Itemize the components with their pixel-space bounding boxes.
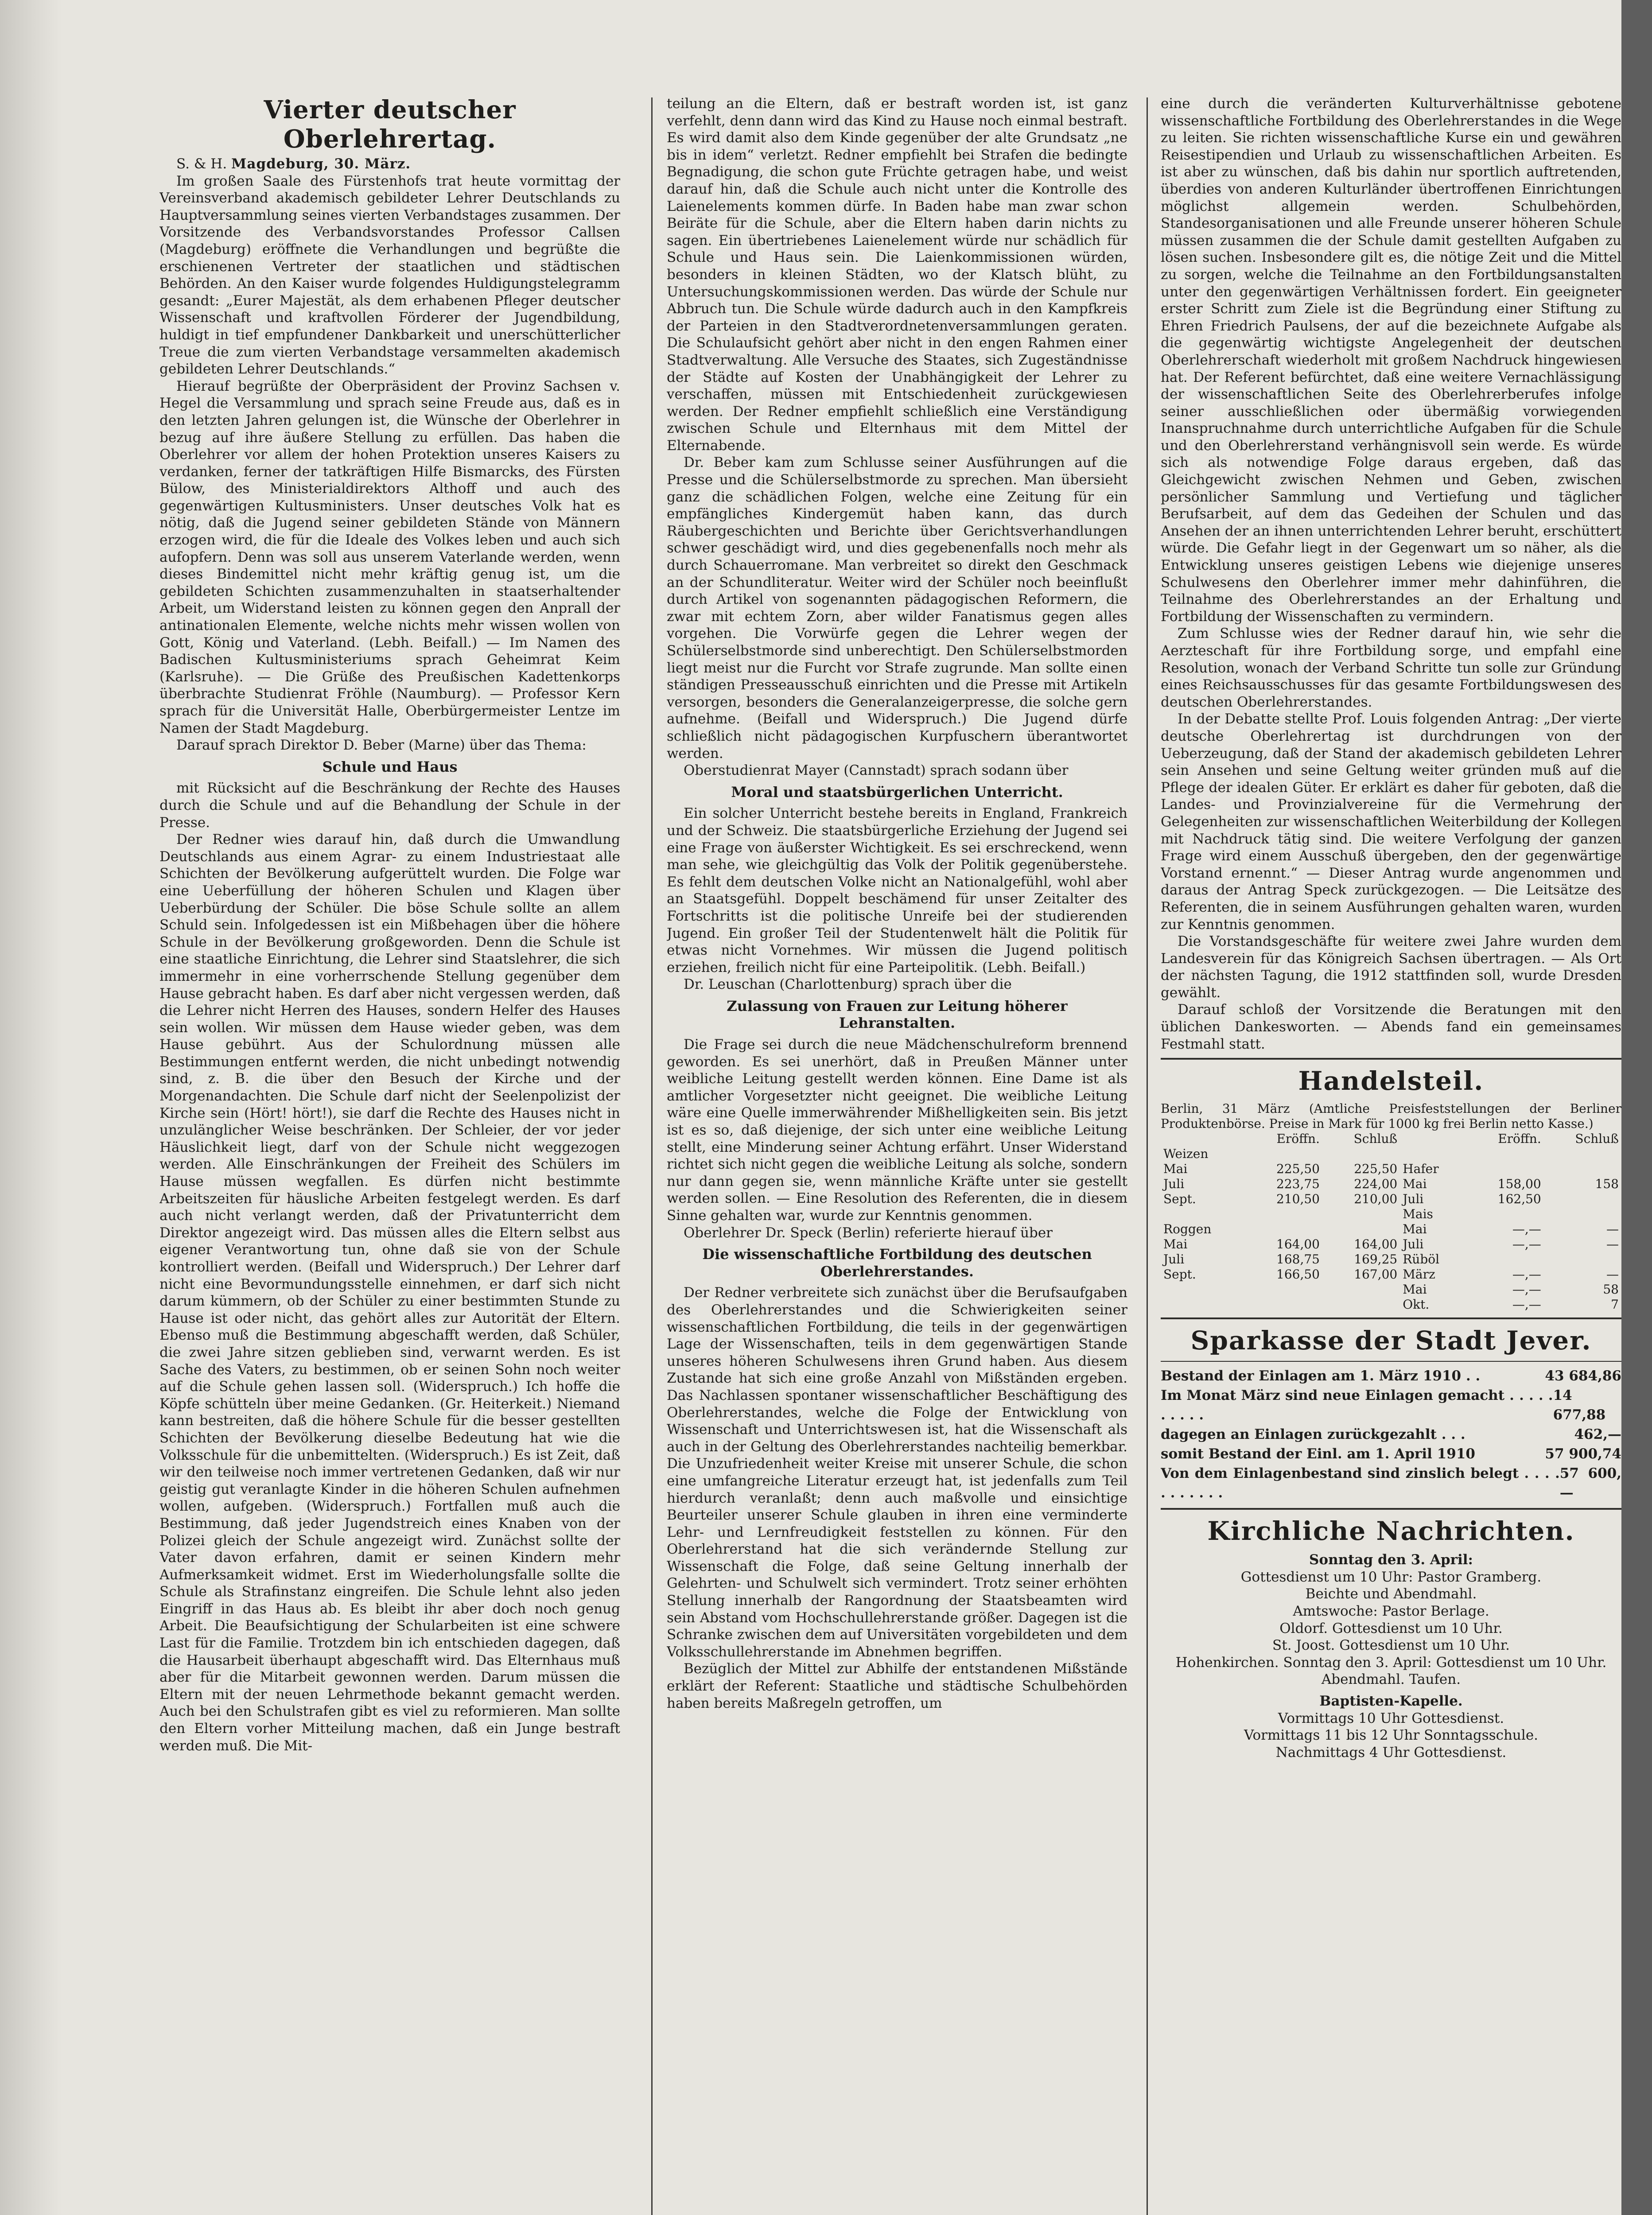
market-row xyxy=(1161,1162,1621,1177)
sparkasse-row xyxy=(1161,1464,1621,1503)
paragraph: Der Redner wies darauf hin, daß durch die Umwandlung Deutschlands aus einem Agrar- zu einem Industriestaat alle Schichten der Bevölkerung aufgerüttelt wurden. Die Folge war eine Ueberfüllung der höheren Schulen und Klagen über Ueberbürdung der Schüler. Die böse Schule sollte an allem Schuld sein. Infolgedessen ist ein Mißbehagen über die höhere Schule in der Bevölkerung großgeworden. Denn die Schule ist eine staatliche Einrichtung, die Lehrer sind Staatslehrer, die sich immermehr in eine vorherrschende Stellung gegenüber dem Hause gebracht haben. Es darf aber nicht vergessen werden, daß die Lehrer nicht Herren des Hauses, sondern Helfer des Hauses sein wollen. Wir müssen dem Hause wieder geben, was dem Hause gebührt. Aus der Schulordnung müssen alle Bestimmungen entfernt werden, die nicht unbedingt notwendig sind, z. B. die über den Besuch der Kirche und der Morgenandachten. Die Schule darf nicht der Seelenpolizist der Kirche sein (Hört! hört!), sie darf die Rechte des Hauses nicht in unzulänglicher Weise beschränken. Der Schleier, der vor jeder Häuslichkeit liegt, darf von der Schule nicht weggezogen werden. Alle Einschränkungen der Freiheit des Schülers im Hause müssen wegfallen. Es dürfen nicht bestimmte Arbeitszeiten für häusliche Arbeiten festgelegt werden. Es darf auch nicht verlangt werden, daß der Privatunterricht dem Direktor angezeigt wird. Das müssen alles die Eltern selbst aus eigener Verantwortung tun, ohne daß sie von der Schule kontrolliert werden. (Beifall und Widerspruch.) Der Lehrer darf nicht eine Bevormundungsstelle einnehmen, er darf sich nicht darum kümmern, ob der Schüler zu einer bestimmten Stunde zu Hause ist oder nicht, das gehört alles zur Autorität der Eltern. Ebenso muß die Bestimmung abgeschafft werden, daß Schüler, die zwei Jahre sitzen geblieben sind, verwarnt werden. Es ist Sache des Vaters, zu bestimmen, ob er seinen Sohn noch weiter auf die Schule gehen lassen soll. (Widerspruch.) Ich hoffe die Köpfe schütteln über meine Gedanken. (Gr. Heiterkeit.) Niemand kann bestreiten, daß die höhere Schule für die besser gestellten Schichten der Bevölkerung dieselbe Bedeutung hat wie die Volksschule für die unbemittelten. (Widerspruch.) Es ist Zeit, daß wir den teilweise noch immer vertretenen Gedanken, daß wir nur geistig gut veranlagte Kinder in die höheren Schulen aufnehmen wollen, aufgeben. (Widerspruch.) Fortfallen muß auch die Bestimmung, daß jeder Jugendstreich eines Knaben von der Polizei gleich der Schule angezeigt wird. Zunächst sollte der Vater davon erfahren, damit er seinen Kindern mehr Aufmerksamkeit widmet. Erst im Wiederholungsfalle sollte die Schule als Strafinstanz eingreifen. Die Schule lehnt also jeden Eingriff in das Haus ab. Es bleibt ihr aber doch noch genug Arbeit. Die Beaufsichtigung der Schularbeiten ist eine schwere Last für die Familie. Trotzdem bin ich entschieden dagegen, daß die Hausarbeit überhaupt abgeschafft wird. Das Elternhaus muß aber für die Mitarbeit gewonnen werden. Darum müssen die Eltern mit der neuen Lehrmethode bekannt gemacht werden. Auch bei den Schulstrafen gibt es viel zu reformieren. Man sollte den Eltern vorher Mitteilung machen, daß ein Junge bestraft werden muß. Die Mit- xyxy=(159,832,620,1754)
column-rule xyxy=(1147,97,1148,2215)
market-cell xyxy=(1161,1207,1245,1222)
market-cell: Mai xyxy=(1403,1177,1427,1192)
page-gutter xyxy=(0,0,62,2215)
market-cell xyxy=(1322,1297,1400,1312)
market-cell: Juli xyxy=(1163,1252,1185,1267)
market-row xyxy=(1161,1237,1621,1252)
market-row xyxy=(1161,1252,1621,1267)
header-cell xyxy=(1400,1131,1466,1146)
paragraph: In der Debatte stellte Prof. Louis folgenden Antrag: „Der vierte deutsche Oberlehrertag ist durchdrungen von der Ueberzeugung, daß der Stand der akademisch gebildeten Lehrer sein Ansehen und seine Geltung weiter gründen muß auf die Pflege der idealen Güter. Er erklärt es daher für geboten, daß die Landes- und Provinzialvereine für die Vermehrung der Gelegenheiten zur wissenschaftlichen Weiterbildung der Kollegen mit Nachdruck tätig sind. Die weitere Verfolgung der ganzen Frage wird einem Ausschuß übergeben, den der gegenwärtige Vorstand ernennt.“ — Dieser Antrag wurde angenommen und daraus der Antrag Speck zurückgezogen. — Die Leitsätze des Referenten, die in seinem Ausführungen gehalten waren, wurden zur Kenntnis genommen. xyxy=(1161,711,1621,933)
kirchliche-heading: Kirchliche Nachrichten. xyxy=(1207,1516,1575,1547)
sparkasse-label: somit Bestand der Einl. am 1. April 1910 xyxy=(1161,1446,1475,1462)
market-cell: —,— xyxy=(1512,1222,1541,1237)
paragraph: Darauf sprach Direktor D. Beber (Marne) über das Thema: xyxy=(176,737,587,754)
market-cell: 210,00 xyxy=(1354,1192,1398,1207)
market-cell xyxy=(1466,1207,1543,1222)
church-line: Oldorf. Gottesdienst um 10 Uhr. xyxy=(1279,1620,1503,1636)
market-cell: — xyxy=(1606,1237,1619,1252)
market-cell: 223,75 xyxy=(1276,1177,1320,1192)
market-cell: 158 xyxy=(1595,1177,1619,1192)
subheading-note: mit Rücksicht auf die Beschränkung der Rechte des Hauses durch die Schule und auf die Behandlung der Schule in der Presse. xyxy=(159,780,620,831)
market-table-header xyxy=(1161,1131,1621,1146)
market-table-body xyxy=(1161,1146,1621,1312)
market-cell xyxy=(1466,1162,1543,1177)
sunday-heading: Sonntag den 3. April: xyxy=(1309,1552,1473,1568)
header-cell xyxy=(1161,1131,1245,1146)
sparkasse-label: dagegen an Einlagen zurückgezahlt . . . xyxy=(1161,1426,1465,1443)
market-cell: Rüböl xyxy=(1403,1252,1440,1267)
column-rule xyxy=(651,97,653,2215)
market-cell: Mai xyxy=(1403,1282,1427,1297)
market-cell: 224,00 xyxy=(1354,1177,1398,1192)
market-row xyxy=(1161,1267,1621,1282)
market-intro: Berlin, 31 März (Amtliche Preisfeststellungen der Berliner Produktenbörse. Preise in Mark für 1000 kg frei Berlin netto Kasse.) xyxy=(1161,1101,1621,1131)
market-cell: 167,00 xyxy=(1354,1267,1398,1282)
subheading: Zulassung von Frauen zur Leitung höherer Lehranstalten. xyxy=(727,997,1068,1032)
market-cell: 58 xyxy=(1603,1282,1619,1297)
market-cell: —,— xyxy=(1512,1237,1541,1252)
market-row xyxy=(1161,1192,1621,1207)
market-cell xyxy=(1544,1192,1621,1207)
dateline-prefix: S. & H. xyxy=(176,156,227,172)
sparkasse-row xyxy=(1161,1386,1621,1425)
paragraph: Hierauf begrüßte der Oberpräsident der Provinz Sachsen v. Hegel die Versammlung und sprach seine Freude aus, daß es in den letzten Jahren gelungen ist, die Wünsche der Oberlehrer in bezug auf ihre äußere Stellung zu erfüllen. Das haben die Oberlehrer vor allem der hohen Protektion unseres Kaisers zu verdanken, ferner der tatkräftigen Hilfe Bismarcks, des Fürsten Bülow, des Ministerialdirektors Althoff und auch des gegenwärtigen Kultusministers. Unser deutsches Volk hat es nötig, daß die Jugend seiner gebildeten Stände von Männern erzogen wird, die für die Ideale des Volkes leben und auch sich aufopfern. Denn was soll aus unserem Vaterlande werden, wenn dieses Bindemittel nicht mehr kräftig genug ist, um die gebildeten Schichten zusammenzuhalten in staatserhaltender Arbeit, um Widerstand leisten zu können gegen den Anprall der antinationalen Elemente, welche nichts mehr wissen wollen von Gott, König und Vaterland. (Lebh. Beifall.) — Im Namen des Badischen Kultusministeriums sprach Geheimrat Keim (Karlsruhe). — Die Grüße des Preußischen Kadettenkorps überbrachte Studienrat Fröhle (Naumburg). — Professor Kern sprach für die Universität Halle, Oberbürgermeister Lentze im Namen der Stadt Magdeburg. xyxy=(159,378,620,736)
market-cell: 166,50 xyxy=(1276,1267,1320,1282)
market-cell xyxy=(1466,1146,1543,1162)
paragraph: Der Redner verbreitete sich zunächst über die Berufsaufgaben des Oberlehrerstandes und die Schwierigkeiten seiner wissenschaftlichen Fortbildung, die teils in der gegenwärtigen Lage der Wissenschaften, teils in dem gegenwärtigen Stande unseres höheren Schulwesens ihren Grund haben. Aus diesem Zustande hat sich eine große Anzahl von Mißständen ergeben. Das Nachlassen spontaner wissenschaftlicher Beschäftigung des Oberlehrerstandes, welche die Folge der Entwicklung von Wissenschaft und Unterrichtswesen ist, hat die Wissenschaft als auch in der Geltung des Oberlehrerstandes nachteilig bemerkbar. Die Unzufriedenheit weiter Kreise mit unserer Schule, die schon eine umfangreiche Literatur erzeugt hat, ist jedenfalls zum Teil hierdurch veranlaßt; denn auch maßvolle und einsichtige Beurteiler unserer Schule glauben in ihren eine verminderte Lehr- und Lernfreudigkeit feststellen zu können. Für den Oberlehrerstand hat die sich verändernde Stellung zur Wissenschaft die Folge, daß seine Geltung innerhalb der Gelehrten- und Schulwelt sich vermindert. Trotz seiner erhöhten Stellung innerhalb der Rangordnung der Staatsbeamten wird sein Abstand vom Hochschullehrerstande größer. Dagegen ist die Schranke zwischen dem auf Universitäten vorgebildeten und dem Volksschullehrerstande im Abnehmen begriffen. xyxy=(667,1285,1127,1660)
market-cell: Mai xyxy=(1163,1237,1188,1252)
market-cell: März xyxy=(1403,1267,1435,1282)
paragraph: Bezüglich der Mittel zur Abhilfe der entstandenen Mißstände erklärt der Referent: Staatliche und städtische Schulbehörden haben bereits Maßregeln getroffen, um xyxy=(667,1661,1127,1711)
market-cell xyxy=(1544,1252,1621,1267)
subheading: Die wissenschaftliche Fortbildung des deutschen Oberlehrerstandes. xyxy=(702,1246,1092,1280)
header-cell: Eröffn. xyxy=(1498,1131,1541,1146)
dateline-place: Magdeburg, 30. März. xyxy=(231,156,411,172)
church-lines xyxy=(1161,1569,1621,1688)
sparkasse-label: Im Monat März sind neue Einlagen gemacht . . . . . . . . . . xyxy=(1161,1387,1553,1423)
market-cell: Mai xyxy=(1163,1162,1188,1177)
header-cell: Eröffn. xyxy=(1276,1131,1320,1146)
market-cell: Mais xyxy=(1403,1207,1433,1222)
baptist-line: Nachmittags 4 Uhr Gottesdienst. xyxy=(1275,1744,1507,1760)
market-cell xyxy=(1400,1146,1466,1162)
market-cell: 164,00 xyxy=(1276,1237,1320,1252)
market-cell: Roggen xyxy=(1163,1222,1212,1237)
market-cell: 162,50 xyxy=(1497,1192,1541,1207)
market-table xyxy=(1161,1131,1621,1312)
sparkasse-label: Bestand der Einlagen am 1. März 1910 . . xyxy=(1161,1368,1481,1384)
market-row xyxy=(1161,1207,1621,1222)
market-cell: —,— xyxy=(1512,1267,1541,1282)
market-cell: 7 xyxy=(1611,1297,1619,1312)
column-1 xyxy=(159,95,620,2215)
paragraph: Oberlehrer Dr. Speck (Berlin) referierte hierauf über xyxy=(684,1224,1053,1241)
baptist-line: Vormittags 11 bis 12 Uhr Sonntagsschule. xyxy=(1244,1727,1539,1744)
sparkasse-row xyxy=(1161,1444,1621,1464)
sparkasse-value: 57 600,— xyxy=(1559,1465,1621,1501)
market-cell: 225,50 xyxy=(1354,1162,1398,1177)
market-cell: 164,00 xyxy=(1354,1237,1398,1252)
market-row xyxy=(1161,1297,1621,1312)
paragraph: Darauf schloß der Vorsitzende die Beratungen mit den üblichen Dankesworten. — Abends fand ein gemeinsames Festmahl statt. xyxy=(1161,1002,1621,1052)
market-cell: 158,00 xyxy=(1497,1177,1541,1192)
paragraph: Die Frage sei durch die neue Mädchenschulreform brennend geworden. Es sei unerhört, daß in Preußen Männer unter weibliche Leitung gestellt werden können. Eine Dame ist als amtlicher Vorgesetzter nicht geeignet. Die weibliche Leitung wäre eine Quelle immerwährender Mißhelligkeiten sein. Bis jetzt ist es so, daß diejenige, der sich unter eine weibliche Leitung stellt, eine Minderung seiner Achtung erfährt. Unser Widerstand richtet sich nicht gegen die weibliche Leitung als solche, sondern nur dann gegen sie, wenn männliche Kräfte unter sie gestellt werden sollen. — Eine Resolution des Referenten, die in diesem Sinne gehalten war, wurde zur Kenntnis genommen. xyxy=(667,1037,1127,1224)
paragraph: Ein solcher Unterricht bestehe bereits in England, Frankreich und der Schweiz. Die staatsbürgerliche Erziehung der Jugend sei eine Frage von äußerster Wichtigkeit. Es sei erschreckend, wenn man sehe, wie gleichgültig das Volk der Politik gegenüberstehe. Es fehlt dem deutschen Volke nicht an Nationalgefühl, wohl aber an Staatsgefühl. Doppelt beschämend für unser Zeitalter des Fortschritts ist die politische Unreife bei der studierenden Jugend. Ein großer Teil der Studentenwelt hält die Politik für etwas nicht Vornehmes. Wir müssen die Jugend politisch erziehen, freilich nicht für eine Parteipolitik. (Lebh. Beifall.) xyxy=(667,805,1127,975)
market-row xyxy=(1161,1177,1621,1192)
paragraph: Die Vorstandsgeschäfte für weitere zwei Jahre wurden dem Landesverein für das Königreich Sachsen übertragen. — Als Ort der nächsten Tagung, die 1912 stattfinden soll, wurde Dresden gewählt. xyxy=(1161,933,1621,1001)
paragraph: Dr. Beber kam zum Schlusse seiner Ausführungen auf die Presse und die Schülerselbstmorde zu sprechen. Man übersieht ganz die schädlichen Folgen, welche eine Zeitung für ein empfängliches Kindergemüt haben kann, das durch Räubergeschichten und Berichte über Gerichtsverhandlungen schwer geschädigt wird, und dies gegebenenfalls noch mehr als durch Schauerromane. Man verbreitet so direkt den Geschmack an der Schundliteratur. Weiter wird der Schüler noch beeinflußt durch Artikel von sogenannten pädagogischen Reformern, die zwar mit echtem Zorn, aber wilder Fanatismus gegen alles vorgehen. Die Vorwürfe gegen die Lehrer wegen der Schülerselbstmorde sind unberechtigt. Den Schülerselbstmorden liegt meist nur die Furcht vor Strafe zugrunde. Man sollte einen ständigen Presseausschuß einrichten und die Presse mit Artikeln versorgen, besonders die Generalanzeigerpresse, die solche gern aufnehme. (Beifall und Widerspruch.) Die Jugend dürfe schließlich nicht pädagogischen Kurpfuschern überantwortet werden. xyxy=(667,455,1127,762)
market-cell: Sept. xyxy=(1163,1267,1196,1282)
market-cell: — xyxy=(1606,1267,1619,1282)
market-cell: 210,50 xyxy=(1276,1192,1320,1207)
paragraph: Zum Schlusse wies der Redner darauf hin, wie sehr die Aerzteschaft für ihre Fortbildung sorge, und empfahl eine Resolution, wonach der Verband Schritte tun solle zur Gründung eines Reichsausschusses für das gesamte Fortbildungswesen des deutschen Oberlehrerstandes. xyxy=(1161,626,1621,710)
market-cell xyxy=(1245,1297,1322,1312)
market-row xyxy=(1161,1222,1621,1237)
market-cell: Juli xyxy=(1403,1192,1424,1207)
article-headline: Vierter deutscher Oberlehrertag. xyxy=(264,95,516,154)
market-cell xyxy=(1544,1146,1621,1162)
market-cell: Okt. xyxy=(1403,1297,1430,1312)
section-divider xyxy=(1161,1058,1621,1060)
sparkasse-value: 57 900,74 xyxy=(1545,1446,1621,1462)
market-cell xyxy=(1466,1252,1543,1267)
subheading: Schule und Haus xyxy=(322,758,458,775)
section-divider xyxy=(1161,1508,1621,1510)
church-line: Hohenkirchen. Sonntag den 3. April: Gottesdienst um 10 Uhr. Abendmahl. Taufen. xyxy=(1175,1654,1607,1688)
sparkasse-value: 43 684,86 xyxy=(1545,1368,1621,1384)
section-divider xyxy=(1161,1361,1621,1362)
church-line: Beichte und Abendmahl. xyxy=(1305,1586,1477,1602)
sparkasse-rows xyxy=(1161,1366,1621,1503)
market-cell: Sept. xyxy=(1163,1192,1196,1207)
market-cell: Mai xyxy=(1403,1222,1427,1237)
baptist-line: Vormittags 10 Uhr Gottesdienst. xyxy=(1278,1710,1504,1726)
column-3 xyxy=(1161,95,1621,2215)
sparkasse-heading: Sparkasse der Stadt Jever. xyxy=(1190,1325,1592,1356)
market-cell: — xyxy=(1606,1222,1619,1237)
header-cell: Schluß xyxy=(1353,1131,1398,1146)
market-cell: Weizen xyxy=(1163,1146,1209,1162)
market-cell xyxy=(1245,1207,1322,1222)
paragraph: teilung an die Eltern, daß er bestraft worden ist, ist ganz verfehlt, denn dann wird das Kind zu Hause noch einmal bestraft. Es wird damit also dem Kinde gegenüber der alte Grundsatz „ne bis in idem“ verletzt. Redner empfiehlt bei Strafen die bedingte Begnadigung, die schon gute Früchte getragen habe, und weist darauf hin, daß die Schule auch nicht unter die Kontrolle des Laienelements kommen dürfe. In Baden habe man zwar schon Beiräte für die Schule, aber die Eltern haben darin nichts zu sagen. Ein übertriebenes Laienelement würde nur schädlich für Schule und Haus sein. Die Laienkommissionen würden, besonders in kleinen Städten, wo der Klatsch blüht, zu Untersuchungskommissionen werden. Das würde der Schule nur Abbruch tun. Die Schule würde dadurch auch in den Kampfkreis der Parteien in den Stadtverordnetenversammlungen geraten. Die Schulaufsicht gehört aber nicht in den engen Rahmen einer Stadtverwaltung. Alle Versuche des Staates, sich Zugeständnisse der Städte auf Kosten der Unabhängigkeit der Lehrer zu verschaffen, müssen mit Entschiedenheit zurückgewiesen werden. Der Redner empfiehlt schließlich eine Verständigung zwischen Schule und Elternhaus mit dem Mittel der Elternabende. xyxy=(667,96,1127,454)
market-cell: —,— xyxy=(1512,1282,1541,1297)
subheading: Moral und staatsbürgerlichen Unterricht. xyxy=(731,783,1063,801)
market-row xyxy=(1161,1146,1621,1162)
church-line: Gottesdienst um 10 Uhr: Pastor Gramberg. xyxy=(1240,1569,1542,1585)
church-line: Amtswoche: Pastor Berlage. xyxy=(1293,1603,1489,1620)
paragraph: Oberstudienrat Mayer (Cannstadt) sprach sodann über xyxy=(684,762,1069,779)
market-cell xyxy=(1245,1282,1322,1297)
sparkasse-label: Von dem Einlagenbestand sind zinslich belegt . . . . . . . . . . . xyxy=(1161,1465,1560,1501)
market-cell xyxy=(1322,1207,1400,1222)
market-cell xyxy=(1161,1282,1245,1297)
market-cell: 225,50 xyxy=(1276,1162,1320,1177)
sparkasse-value: 14 677,88 xyxy=(1553,1387,1606,1423)
header-cell: Schluß xyxy=(1575,1131,1619,1146)
market-cell xyxy=(1544,1207,1621,1222)
paragraph: Dr. Leuschan (Charlottenburg) sprach über die xyxy=(684,976,1012,993)
sparkasse-row xyxy=(1161,1366,1621,1386)
baptist-lines xyxy=(1161,1710,1621,1761)
market-cell xyxy=(1322,1282,1400,1297)
baptist-heading: Baptisten-Kapelle. xyxy=(1319,1693,1463,1709)
sparkasse-row xyxy=(1161,1425,1621,1444)
section-divider xyxy=(1161,1317,1621,1319)
market-cell: Juli xyxy=(1163,1177,1185,1192)
market-cell xyxy=(1245,1146,1322,1162)
market-cell xyxy=(1161,1297,1245,1312)
column-2 xyxy=(667,95,1127,2215)
paragraph: eine durch die veränderten Kulturverhältnisse gebotene wissenschaftliche Fortbildung des Oberlehrerstandes in die Wege zu leiten. Sie richten wissenschaftliche Kurse ein und gewähren Reisestipendien und Urlaub zu wissenschaftlichen Arbeiten. Es ist aber zu wünschen, daß bis dahin nur sportlich auftretenden, überdies von anderen Kulturländer übertroffenen Einrichtungen möglichst allgemein werden. Schulbehörden, Standesorganisationen und alle Freunde unserer höheren Schule müssen zusammen die der Schule damit gestellten Aufgaben zu lösen suchen. Insbesondere gilt es, die nötige Zeit und die Mittel zu sorgen, welche die Teilnahme an den Fortbildungsanstalten unter den gegenwärtigen Verhältnissen fordert. Ein geeigneter erster Schritt zum Ziele ist die Begründung einer Stiftung zu Ehren Friedrich Paulsens, der auf die bezeichnete Aufgabe als die gegenwärtig wichtigste Angelegenheit der deutschen Oberlehrerschaft wiederholt mit großem Nachdruck hingewiesen hat. Der Referent befürchtet, daß eine weitere Vernachlässigung der wissenschaftlichen Seite des Oberlehrerberufes infolge seiner ausschließlichen oder übermäßig vorwiegenden Inanspruchnahme durch unterrichtliche Aufgaben für die Schule und den Oberlehrerstand verhängnisvoll sein werde. Es würde sich als notwendige Folge daraus ergeben, daß das Gleichgewicht zwischen Nehmen und Geben, zwischen persönlicher Sammlung und Vertiefung und täglicher Berufsarbeit, auf dem das Gedeihen der Schulen und das Ansehen der an ihnen unterrichtenden Lehrer beruht, erschüttert würde. Die Gefahr liegt in der Gegenwart um so näher, als die Entwicklung unseres geistigen Lebens wie diejenige unseres Schulwesens den Oberlehrer immer mehr dahinführen, die Teilnahme des Oberlehrerstandes an der Erhaltung und Fortbildung der Wissenschaften zu vermindern. xyxy=(1161,96,1621,625)
market-cell: —,— xyxy=(1512,1297,1541,1312)
handelsteil-heading: Handelsteil. xyxy=(1298,1066,1484,1096)
market-cell xyxy=(1544,1162,1621,1177)
dateline xyxy=(159,155,620,173)
market-cell xyxy=(1322,1146,1400,1162)
market-cell xyxy=(1322,1222,1400,1237)
market-cell: Hafer xyxy=(1403,1162,1439,1177)
market-cell: 168,75 xyxy=(1276,1252,1320,1267)
market-cell: 169,25 xyxy=(1354,1252,1398,1267)
sparkasse-value: 462,— xyxy=(1574,1426,1621,1443)
paragraph: Im großen Saale des Fürstenhofs trat heute vormittag der Vereinsverband akademisch gebildeter Lehrer Deutschlands zu Hauptversammlung seines vierten Verbandstages zusammen. Der Vorsitzende des Verbandsvorstandes Professor Callsen (Magdeburg) eröffnete die Verhandlungen und begrüßte die erschienenen Vertreter der staatlichen und städtischen Behörden. An den Kaiser wurde folgendes Huldigungstelegramm gesandt: „Eurer Majestät, als dem erhabenen Pfleger deutscher Wissenschaft und kraftvollen Förderer der Jugendbildung, huldigt in tief empfundener Dankbarkeit und unerschütterlicher Treue die zum vierten Verbandstage versammelten akademisch gebildeten Lehrer Deutschlands.“ xyxy=(159,173,620,377)
market-cell: Juli xyxy=(1403,1237,1424,1252)
church-line: St. Joost. Gottesdienst um 10 Uhr. xyxy=(1272,1637,1510,1654)
market-cell xyxy=(1245,1222,1322,1237)
market-row xyxy=(1161,1282,1621,1297)
